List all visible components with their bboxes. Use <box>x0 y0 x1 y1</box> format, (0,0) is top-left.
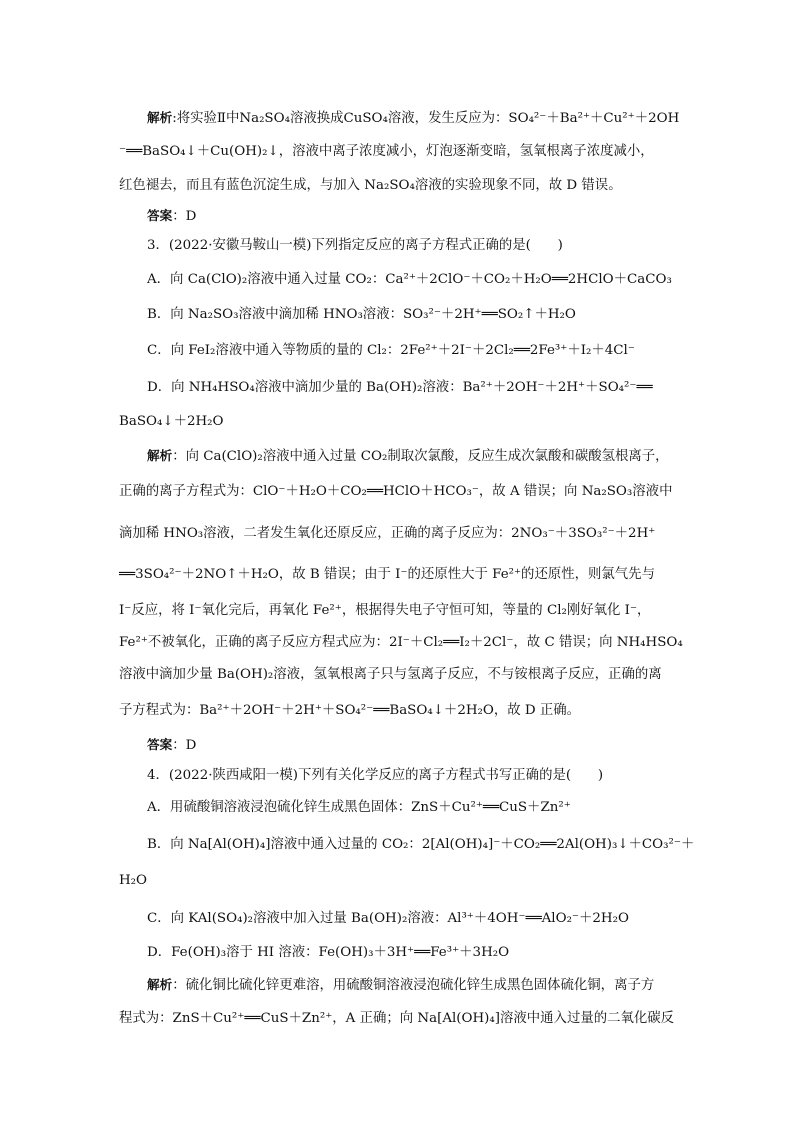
text-line: 子方程式为：Ba²⁺＋2OH⁻＋2H⁺＋SO₄²⁻══BaSO₄↓＋2H₂O，故 D 正确。 <box>119 703 581 718</box>
option-a: A．用硫酸铜溶液浸泡硫化锌生成黑色固体：ZnS＋Cu²⁺══CuS＋Zn²⁺ <box>147 800 571 815</box>
text-run: ：向 Ca(ClO)₂溶液中通入过量 CO₂制取次氯酸，反应生成次氯酸和碳酸氢根离子， <box>172 449 669 464</box>
option-d: D．Fe(OH)₃溶于 HI 溶液：Fe(OH)₃＋3H⁺══Fe³⁺＋3H₂O <box>147 945 510 960</box>
text-line: ══3SO₄²⁻＋2NO↑＋H₂O，故 B 错误；由于 I⁻的还原性大于 Fe²⁺的还原性，则氯气先与 <box>119 567 655 582</box>
text-run: :将实验Ⅱ中Na₂SO₄溶液换成CuSO₄溶液，发生反应为：SO₄²⁻＋Ba²⁺＋Cu²⁺＋2OH <box>172 111 680 126</box>
analysis-line <box>147 976 654 995</box>
answer-value: ：D <box>172 738 197 753</box>
question-stem: 4．(2022·陕西咸阳一模)下列有关化学反应的离子方程式书写正确的是( ) <box>147 768 604 783</box>
answer-line <box>147 207 196 226</box>
text-line: ⁻══BaSO₄↓＋Cu(OH)₂↓，溶液中离子浓度减小，灯泡逐渐变暗，氢氧根离子浓度减小， <box>119 144 654 159</box>
text-line: H₂O <box>119 873 148 888</box>
analysis-label: 解析 <box>147 977 173 992</box>
analysis-line <box>147 109 679 128</box>
analysis-label: 解析 <box>147 448 173 463</box>
text-run: ：硫化铜比硫化锌更难溶，用硫酸铜溶液浸泡硫化锌生成黑色固体硫化铜，离子方 <box>172 978 655 993</box>
text-line: BaSO₄↓＋2H₂O <box>119 414 224 429</box>
option-d: D．向 NH₄HSO₄溶液中滴加少量的 Ba(OH)₂溶液：Ba²⁺＋2OH⁻＋2H⁺＋SO₄²⁻══ <box>147 380 653 395</box>
answer-value: ：D <box>172 209 197 224</box>
question-stem: 3．(2022·安徽马鞍山一模)下列指定反应的离子方程式正确的是( ) <box>147 238 563 253</box>
option-c: C．向 KAl(SO₄)₂溶液中加入过量 Ba(OH)₂溶液：Al³⁺＋4OH⁻══AlO₂⁻＋2H₂O <box>147 911 629 926</box>
option-a: A．向 Ca(ClO)₂溶液中通入过量 CO₂：Ca²⁺＋2ClO⁻＋CO₂＋H₂O══2HClO＋CaCO₃ <box>147 272 672 287</box>
answer-label: 答案 <box>147 737 173 752</box>
text-line: 程式为：ZnS＋Cu²⁺══CuS＋Zn²⁺，A 正确；向 Na[Al(OH)₄]溶液中通入过量的二氧化碳反 <box>119 1011 675 1026</box>
text-line: I⁻反应，将 I⁻氧化完后，再氧化 Fe²⁺，根据得失电子守恒可知，等量的 Cl₂刚好氧化 I⁻， <box>119 603 651 618</box>
text-line: 溶液中滴加少量 Ba(OH)₂溶液，氢氧根离子只与氢离子反应，不与铵根离子反应，正确的离 <box>119 667 662 682</box>
analysis-line <box>147 447 669 466</box>
text-line: 红色褪去，而且有蓝色沉淀生成，与加入 Na₂SO₄溶液的实验现象不同，故 D 错误。 <box>119 178 622 193</box>
option-c: C．向 FeI₂溶液中通入等物质的量的 Cl₂：2Fe²⁺＋2I⁻＋2Cl₂══2Fe³⁺＋I₂＋4Cl⁻ <box>147 343 635 358</box>
text-line: 滴加稀 HNO₃溶液，二者发生氧化还原反应，正确的离子反应为：2NO₃⁻＋3SO₃²⁻＋2H⁺ <box>119 526 656 541</box>
option-b: B．向 Na₂SO₃溶液中滴加稀 HNO₃溶液：SO₃²⁻＋2H⁺══SO₂↑＋H₂O <box>147 307 576 322</box>
option-b: B．向 Na[Al(OH)₄]溶液中通入过量的 CO₂：2[Al(OH)₄]⁻＋CO₂══2Al(OH)₃↓＋CO₃²⁻＋ <box>147 837 695 852</box>
analysis-label: 解析 <box>147 110 173 125</box>
text-line: 正确的离子方程式为：ClO⁻＋H₂O＋CO₂══HClO＋HCO₃⁻，故 A 错误；向 Na₂SO₃溶液中 <box>119 484 673 499</box>
answer-line <box>147 736 196 755</box>
text-line: Fe²⁺不被氧化，正确的离子反应方程式应为：2I⁻＋Cl₂══I₂＋2Cl⁻，故 C 错误；向 NH₄HSO₄ <box>119 635 683 650</box>
answer-label: 答案 <box>147 208 173 223</box>
